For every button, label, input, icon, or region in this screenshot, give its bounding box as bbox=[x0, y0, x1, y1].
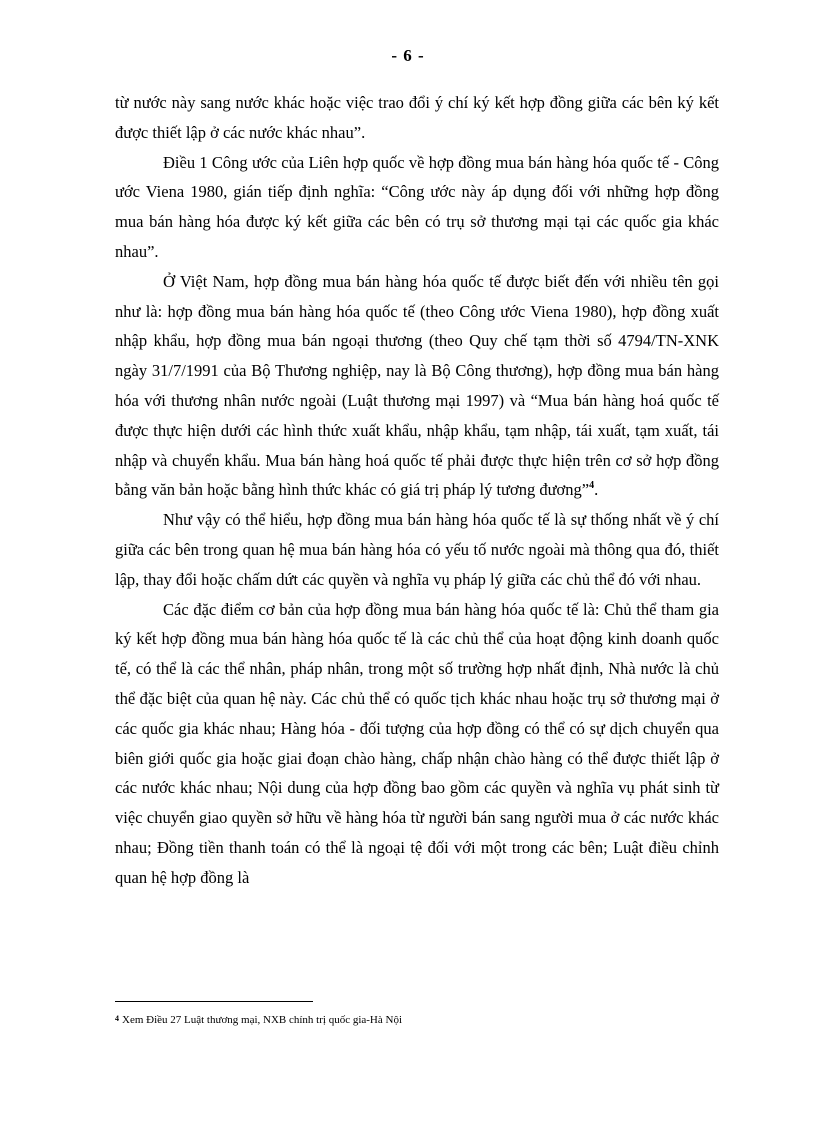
page-number: - 6 - bbox=[391, 46, 425, 65]
footnote-text: Xem Điều 27 Luật thương mại, NXB chính trị quốc gia-Hà Nội bbox=[122, 1014, 403, 1026]
paragraph-2: Điều 1 Công ước của Liên hợp quốc về hợp đồng mua bán hàng hóa quốc tế - Công ước Viena 1980, gián tiếp định nghĩa: “Công ước này áp dụng đối với những hợp đồng mua bán hàng hóa được ký kết giữa các bên có trụ sở thương mại tại các quốc gia khác nhau”. bbox=[115, 152, 719, 261]
footnote-separator bbox=[115, 1001, 313, 1002]
paragraph-1: từ nước này sang nước khác hoặc việc trao đổi ý chí ký kết hợp đồng giữa các bên ký kết được thiết lập ở các nước khác nhau”. bbox=[115, 93, 719, 142]
footnote-reference[interactable]: 4 bbox=[589, 480, 595, 492]
paragraph-4: Như vậy có thể hiểu, hợp đồng mua bán hàng hóa quốc tế là sự thống nhất về ý chí giữa các bên trong quan hệ mua bán hàng hóa có yếu tố nước ngoài mà thông qua đó, thiết lập, thay đổi hoặc chấm dứt các quyền và nghĩa vụ pháp lý giữa các chủ thể đó với nhau. bbox=[115, 510, 719, 589]
paragraph-3-text: Ở Việt Nam, hợp đồng mua bán hàng hóa quốc tế được biết đến với nhiều tên gọi như là: hợp đồng mua bán hàng hóa quốc tế (theo Công ước Viena 1980), hợp đồng xuất nhập khẩu, hợp đồng mua bán ngoại thương (theo Quy chế tạm thời số 4794/TN-XNK ngày 31/7/1991 của Bộ Thương nghiệp, nay là Bộ Công thương), hợp đồng mua bán hàng hóa với thương nhân nước ngoài (Luật thương mại 1997) và “Mua bán hàng hoá quốc tế được thực hiện dưới các hình thức xuất khẩu, nhập khẩu, tạm nhập, tái xuất, tạm xuất, tái nhập và chuyển khẩu. Mua bán hàng hoá quốc tế phải được thực hiện trên cơ sở hợp đồng bằng văn bản hoặc bằng hình thức khác có giá trị pháp lý tương đương” bbox=[115, 271, 719, 500]
footnote bbox=[115, 1012, 719, 1027]
paragraph-5: Các đặc điểm cơ bản của hợp đồng mua bán hàng hóa quốc tế là: Chủ thể tham gia ký kết hợp đồng mua bán hàng hóa quốc tế là các chủ thể của hoạt động kinh doanh quốc tế, có thể là các thể nhân, pháp nhân, trong một số trường hợp nhất định, Nhà nước là chủ thể đặc biệt của quan hệ này. Các chủ thể có quốc tịch khác nhau hoặc trụ sở thương mại ở các quốc gia khác nhau; Hàng hóa - đối tượng của hợp đồng có thể có sự dịch chuyển qua biên giới quốc gia hoặc giai đoạn chào hàng, chấp nhận chào hàng có thể được thiết lập ở các nước khác nhau; Nội dung của hợp đồng bao gồm các quyền và nghĩa vụ phát sinh từ việc chuyển giao quyền sở hữu về hàng hóa từ người bán sang người mua ở các nước khác nhau; Đồng tiền thanh toán có thể là ngoại tệ đối với một trong các bên; Luật điều chỉnh quan hệ hợp đồng là bbox=[115, 599, 719, 887]
paragraph-3: Ở Việt Nam, hợp đồng mua bán hàng hóa quốc tế được biết đến với nhiều tên gọi như là: hợp đồng mua bán hàng hóa quốc tế (theo Công ước Viena 1980), hợp đồng xuất nhập khẩu, hợp đồng mua bán ngoại thương (theo Quy chế tạm thời số 4794/TN-XNK ngày 31/7/1991 của Bộ Thương nghiệp, nay là Bộ Công thương), hợp đồng mua bán hàng hóa với thương nhân nước ngoài (Luật thương mại 1997) và “Mua bán hàng hoá quốc tế được thực hiện dưới các hình thức xuất khẩu, nhập khẩu, tạm nhập, tái xuất, tạm xuất, tái nhập và chuyển khẩu. Mua bán hàng hoá quốc tế phải được thực hiện trên cơ sở hợp đồng bằng văn bản hoặc bằng hình thức khác có giá trị pháp lý tương đương”$^4$. bbox=[115, 271, 719, 500]
body-text bbox=[115, 88, 719, 893]
footnote-number: 4 bbox=[115, 1014, 119, 1023]
